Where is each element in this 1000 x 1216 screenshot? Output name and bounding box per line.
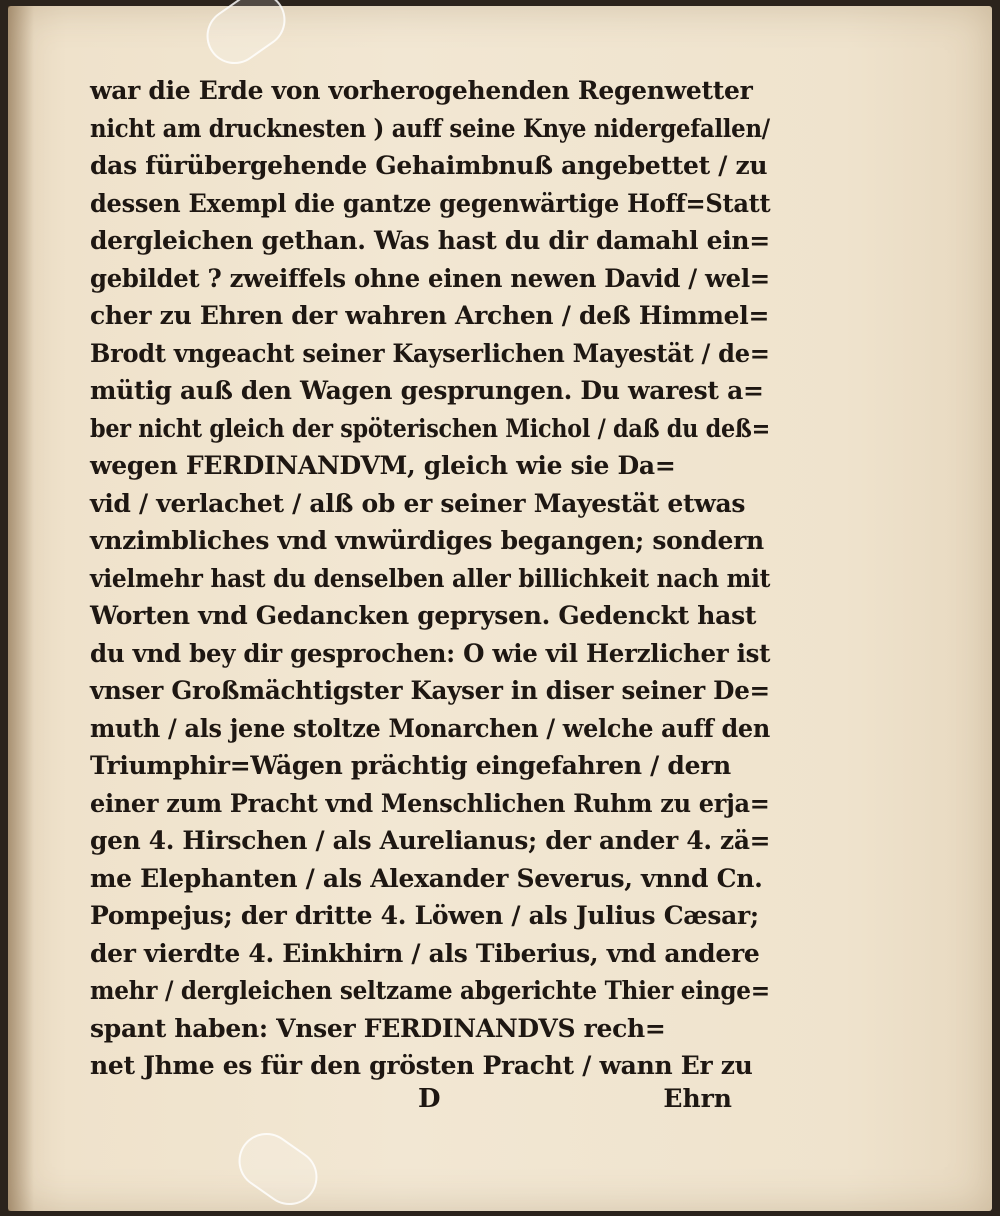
catchword: Ehrn	[663, 1084, 732, 1113]
text-line: vnser Großmächtigster Kayser in diser seiner De=	[90, 676, 770, 705]
page-clip-top	[196, 0, 297, 75]
text-line: ber nicht gleich der spöterischen Michol / daß du deß=	[90, 413, 771, 443]
text-line: muth / als jene stoltze Monarchen / welche auff den	[90, 713, 770, 743]
text-line: net Jhme es für den grösten Pracht / wann Er zu	[90, 1051, 753, 1080]
text-line: gebildet ? zweiffels ohne einen newen David / wel=	[90, 263, 770, 293]
text-line: vnzimbliches vnd vnwürdiges begangen; sondern	[90, 526, 764, 555]
text-line: Brodt vngeacht seiner Kayserlichen Mayestät / de=	[90, 338, 770, 368]
text-line: einer zum Pracht vnd Menschlichen Ruhm zu erja=	[90, 788, 770, 818]
book-page	[8, 6, 992, 1211]
signature-mark: D	[418, 1084, 441, 1114]
text-line: spant haben: Vnser FERDINANDVS rech=	[90, 1013, 666, 1043]
text-line: nicht am drucknesten ) auff seine Knye nidergefallen/	[90, 113, 770, 143]
text-line: Pompejus; der dritte 4. Löwen / als Julius Cæsar;	[90, 901, 759, 930]
text-line: me Elephanten / als Alexander Severus, vnnd Cn.	[90, 863, 763, 893]
text-line: mütig auß den Wagen gesprungen. Du warest a=	[90, 376, 764, 405]
page-clip-bottom	[228, 1122, 329, 1216]
text-line: das fürübergehende Gehaimbnuß angebettet / zu	[90, 151, 768, 180]
text-line: du vnd bey dir gesprochen: O wie vil Herzlicher ist	[90, 638, 771, 668]
text-line: vid / verlachet / alß ob er seiner Mayestät etwas	[90, 488, 746, 518]
text-line: cher zu Ehren der wahren Archen / deß Himmel=	[90, 301, 770, 330]
text-line: war die Erde von vorherogehenden Regenwetter	[90, 76, 753, 105]
text-line: mehr / dergleichen seltzame abgerichte Thier einge=	[90, 976, 770, 1005]
text-line: vielmehr hast du denselben aller billichkeit nach mit	[90, 563, 771, 593]
text-line: gen 4. Hirschen / als Aurelianus; der ander 4. zä=	[90, 826, 771, 855]
text-line: Worten vnd Gedancken geprysen. Gedenckt hast	[90, 601, 757, 630]
text-line: Triumphir=Wägen prächtig eingefahren / dern	[90, 751, 731, 780]
text-line: dessen Exempl die gantze gegenwärtige Hoff=Statt	[90, 188, 771, 218]
binding-shadow	[8, 6, 34, 1211]
text-line: dergleichen gethan. Was hast du dir damahl ein=	[90, 226, 770, 255]
page-footer	[90, 1084, 770, 1124]
text-line: wegen FERDINANDVM, gleich wie sie Da=	[90, 451, 676, 480]
text-line: der vierdte 4. Einkhirn / als Tiberius, vnd andere	[90, 938, 760, 968]
body-text	[90, 72, 770, 1085]
